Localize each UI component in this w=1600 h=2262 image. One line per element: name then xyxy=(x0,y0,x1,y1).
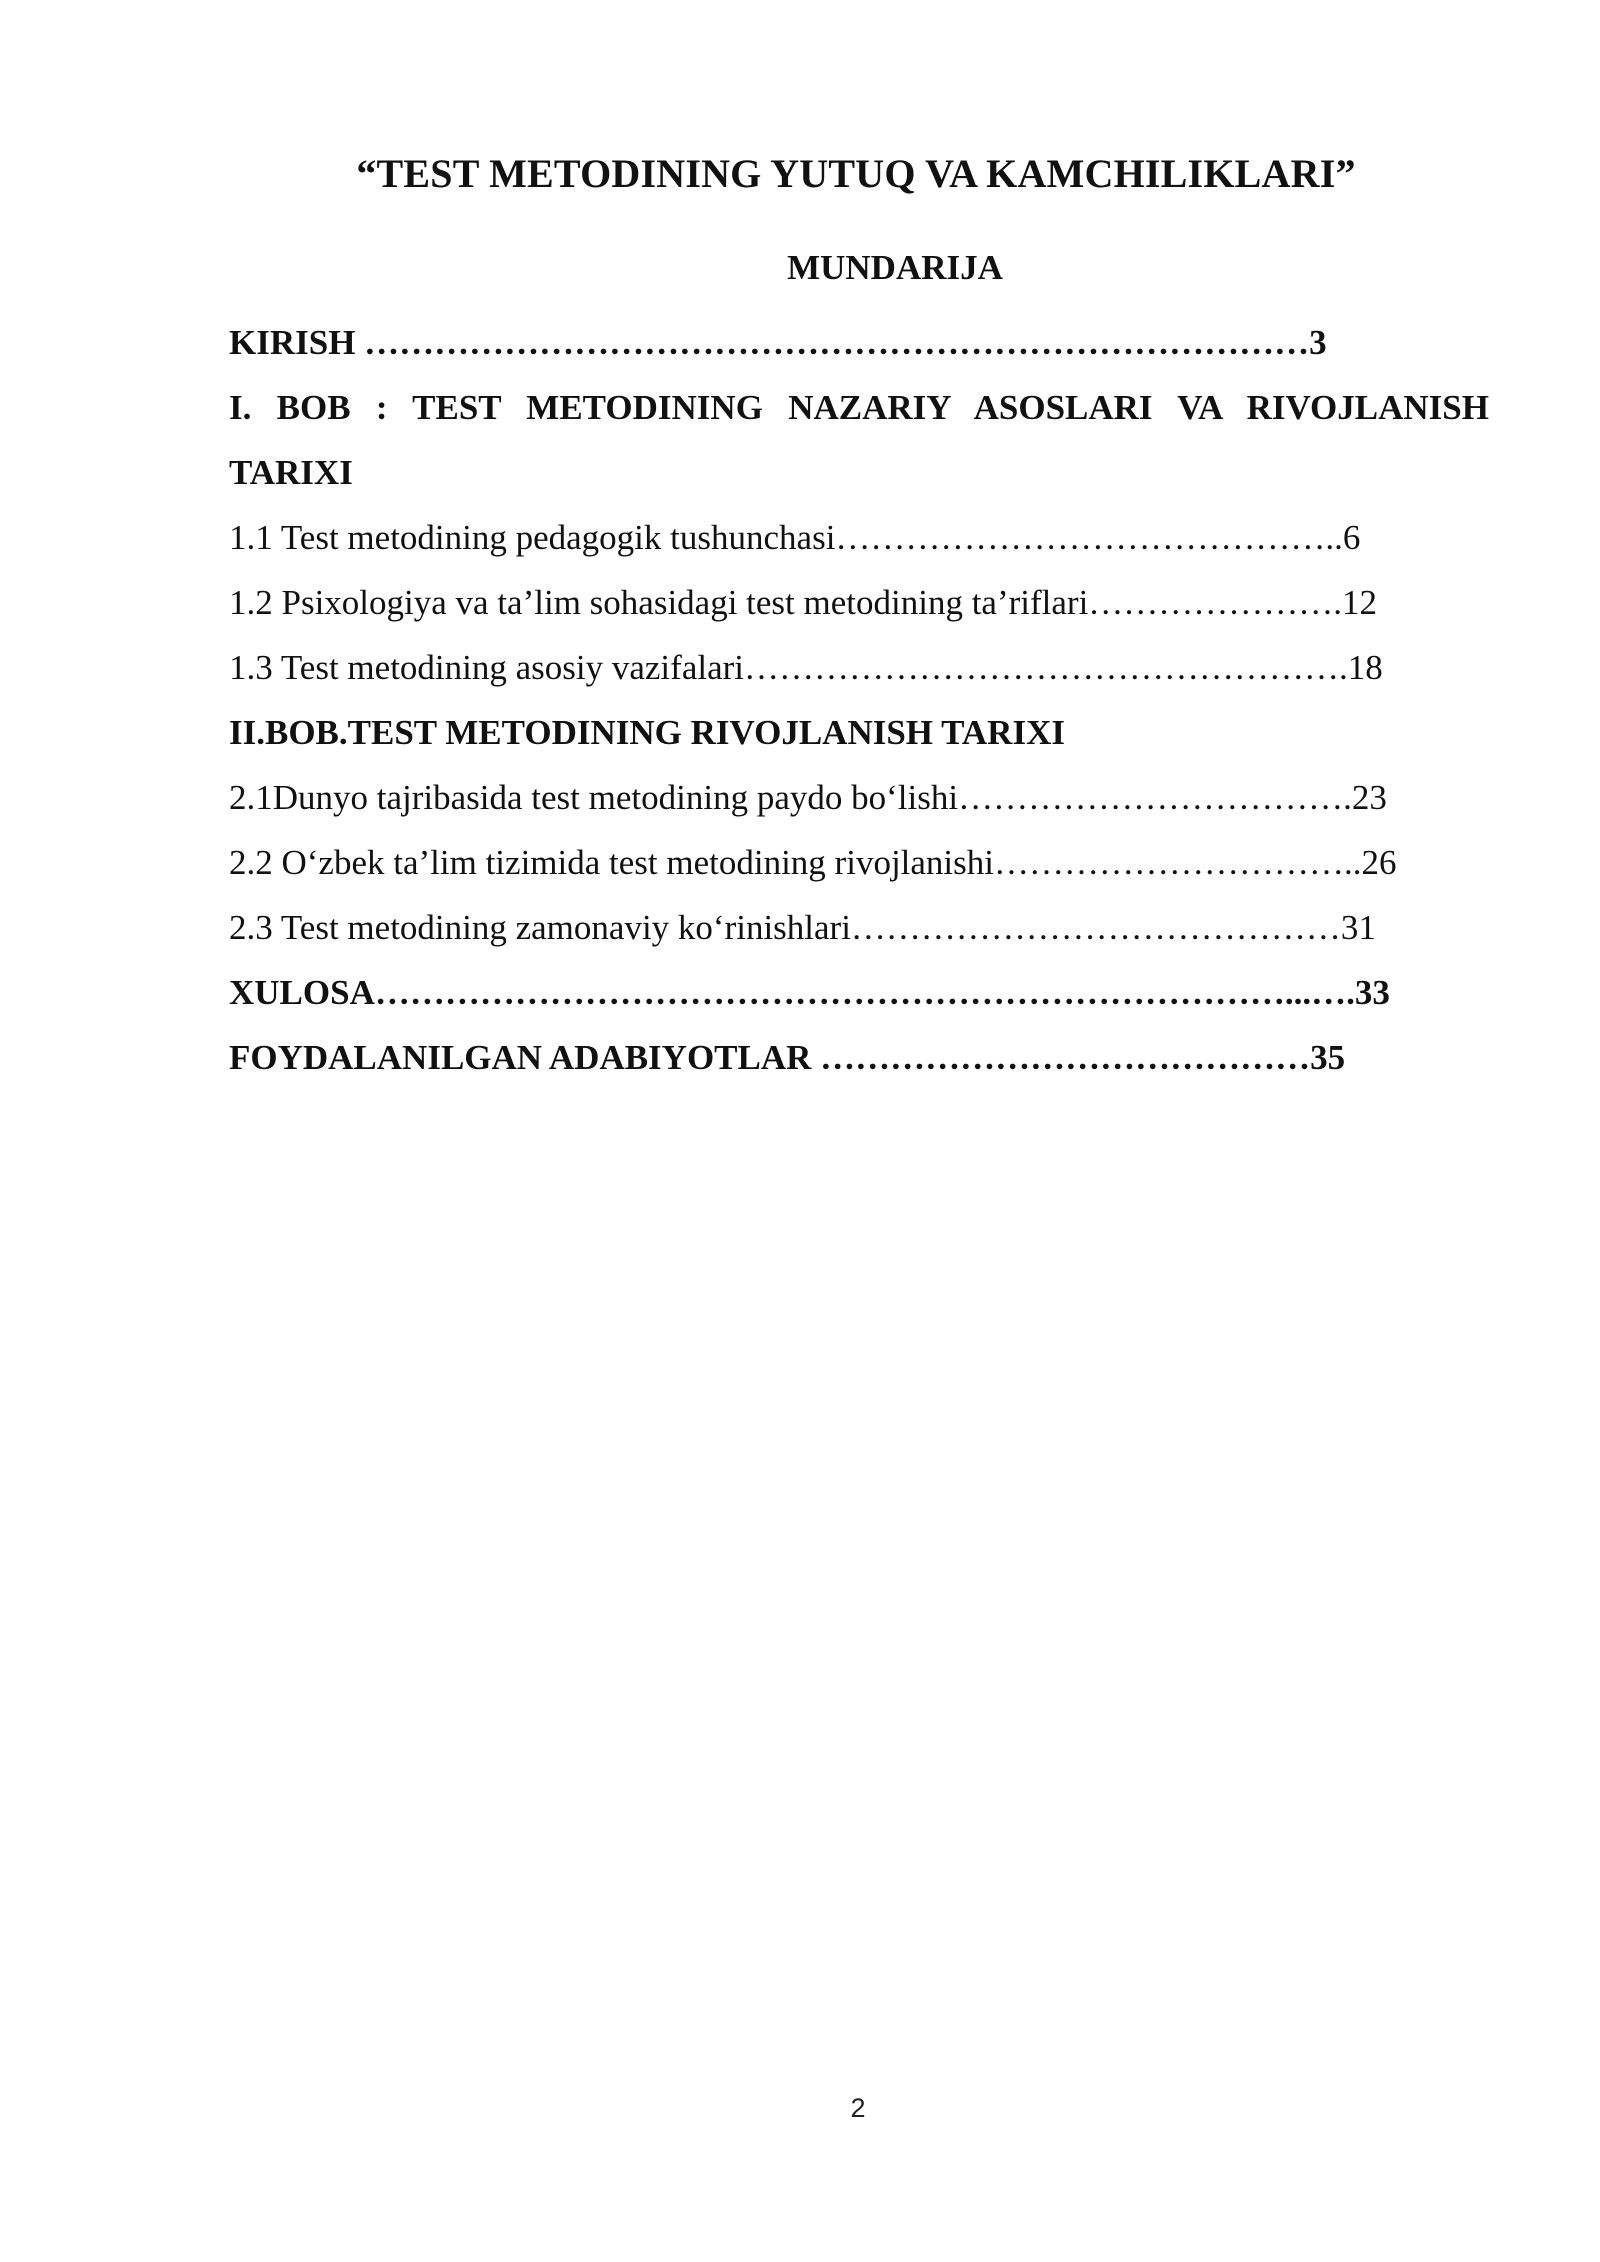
toc-entry-2-3: 2.3 Test metodining zamonaviy ko‘rinishlari……………………………………31 xyxy=(229,908,1376,947)
toc-entry-1-1: 1.1 Test metodining pedagogik tushunchasi……………………………………..6 xyxy=(229,518,1361,557)
toc-entry-chapter-1: I. BOB : TEST METODINING NAZARIY ASOSLARI VA RIVOJLANISH xyxy=(229,388,1489,427)
page-number: 2 xyxy=(850,2093,866,2123)
document-title: “TEST METODINING YUTUQ VA KAMCHILIKLARI” xyxy=(356,151,1356,196)
toc-entry-kirish: KIRISH ………………………………………………………………………3 xyxy=(229,323,1327,362)
toc-entry-adabiyotlar: FOYDALANILGAN ADABIYOTLAR ……………………………………35 xyxy=(229,1038,1346,1077)
toc-entry-chapter-1-continued: TARIXI xyxy=(229,453,353,492)
toc-entry-2-1: 2.1Dunyo tajribasida test metodining paydo bo‘lishi…………………………….23 xyxy=(229,778,1387,817)
toc-heading: MUNDARIJA xyxy=(787,248,1003,287)
toc-entry-1-2: 1.2 Psixologiya va ta’lim sohasidagi test metodining ta’riflari………………….12 xyxy=(229,583,1378,622)
table-of-contents xyxy=(229,310,1489,1090)
toc-entry-1-3: 1.3 Test metodining asosiy vazifalari…………………………………………….18 xyxy=(229,648,1383,687)
toc-entry-xulosa: XULOSA……………………………………………………………………...….33 xyxy=(229,973,1390,1012)
toc-entry-chapter-2: II.BOB.TEST METODINING RIVOJLANISH TARIXI xyxy=(229,713,1065,752)
toc-entry-2-2: 2.2 O‘zbek ta’lim tizimida test metodining rivojlanishi…………………………..26 xyxy=(229,843,1397,882)
